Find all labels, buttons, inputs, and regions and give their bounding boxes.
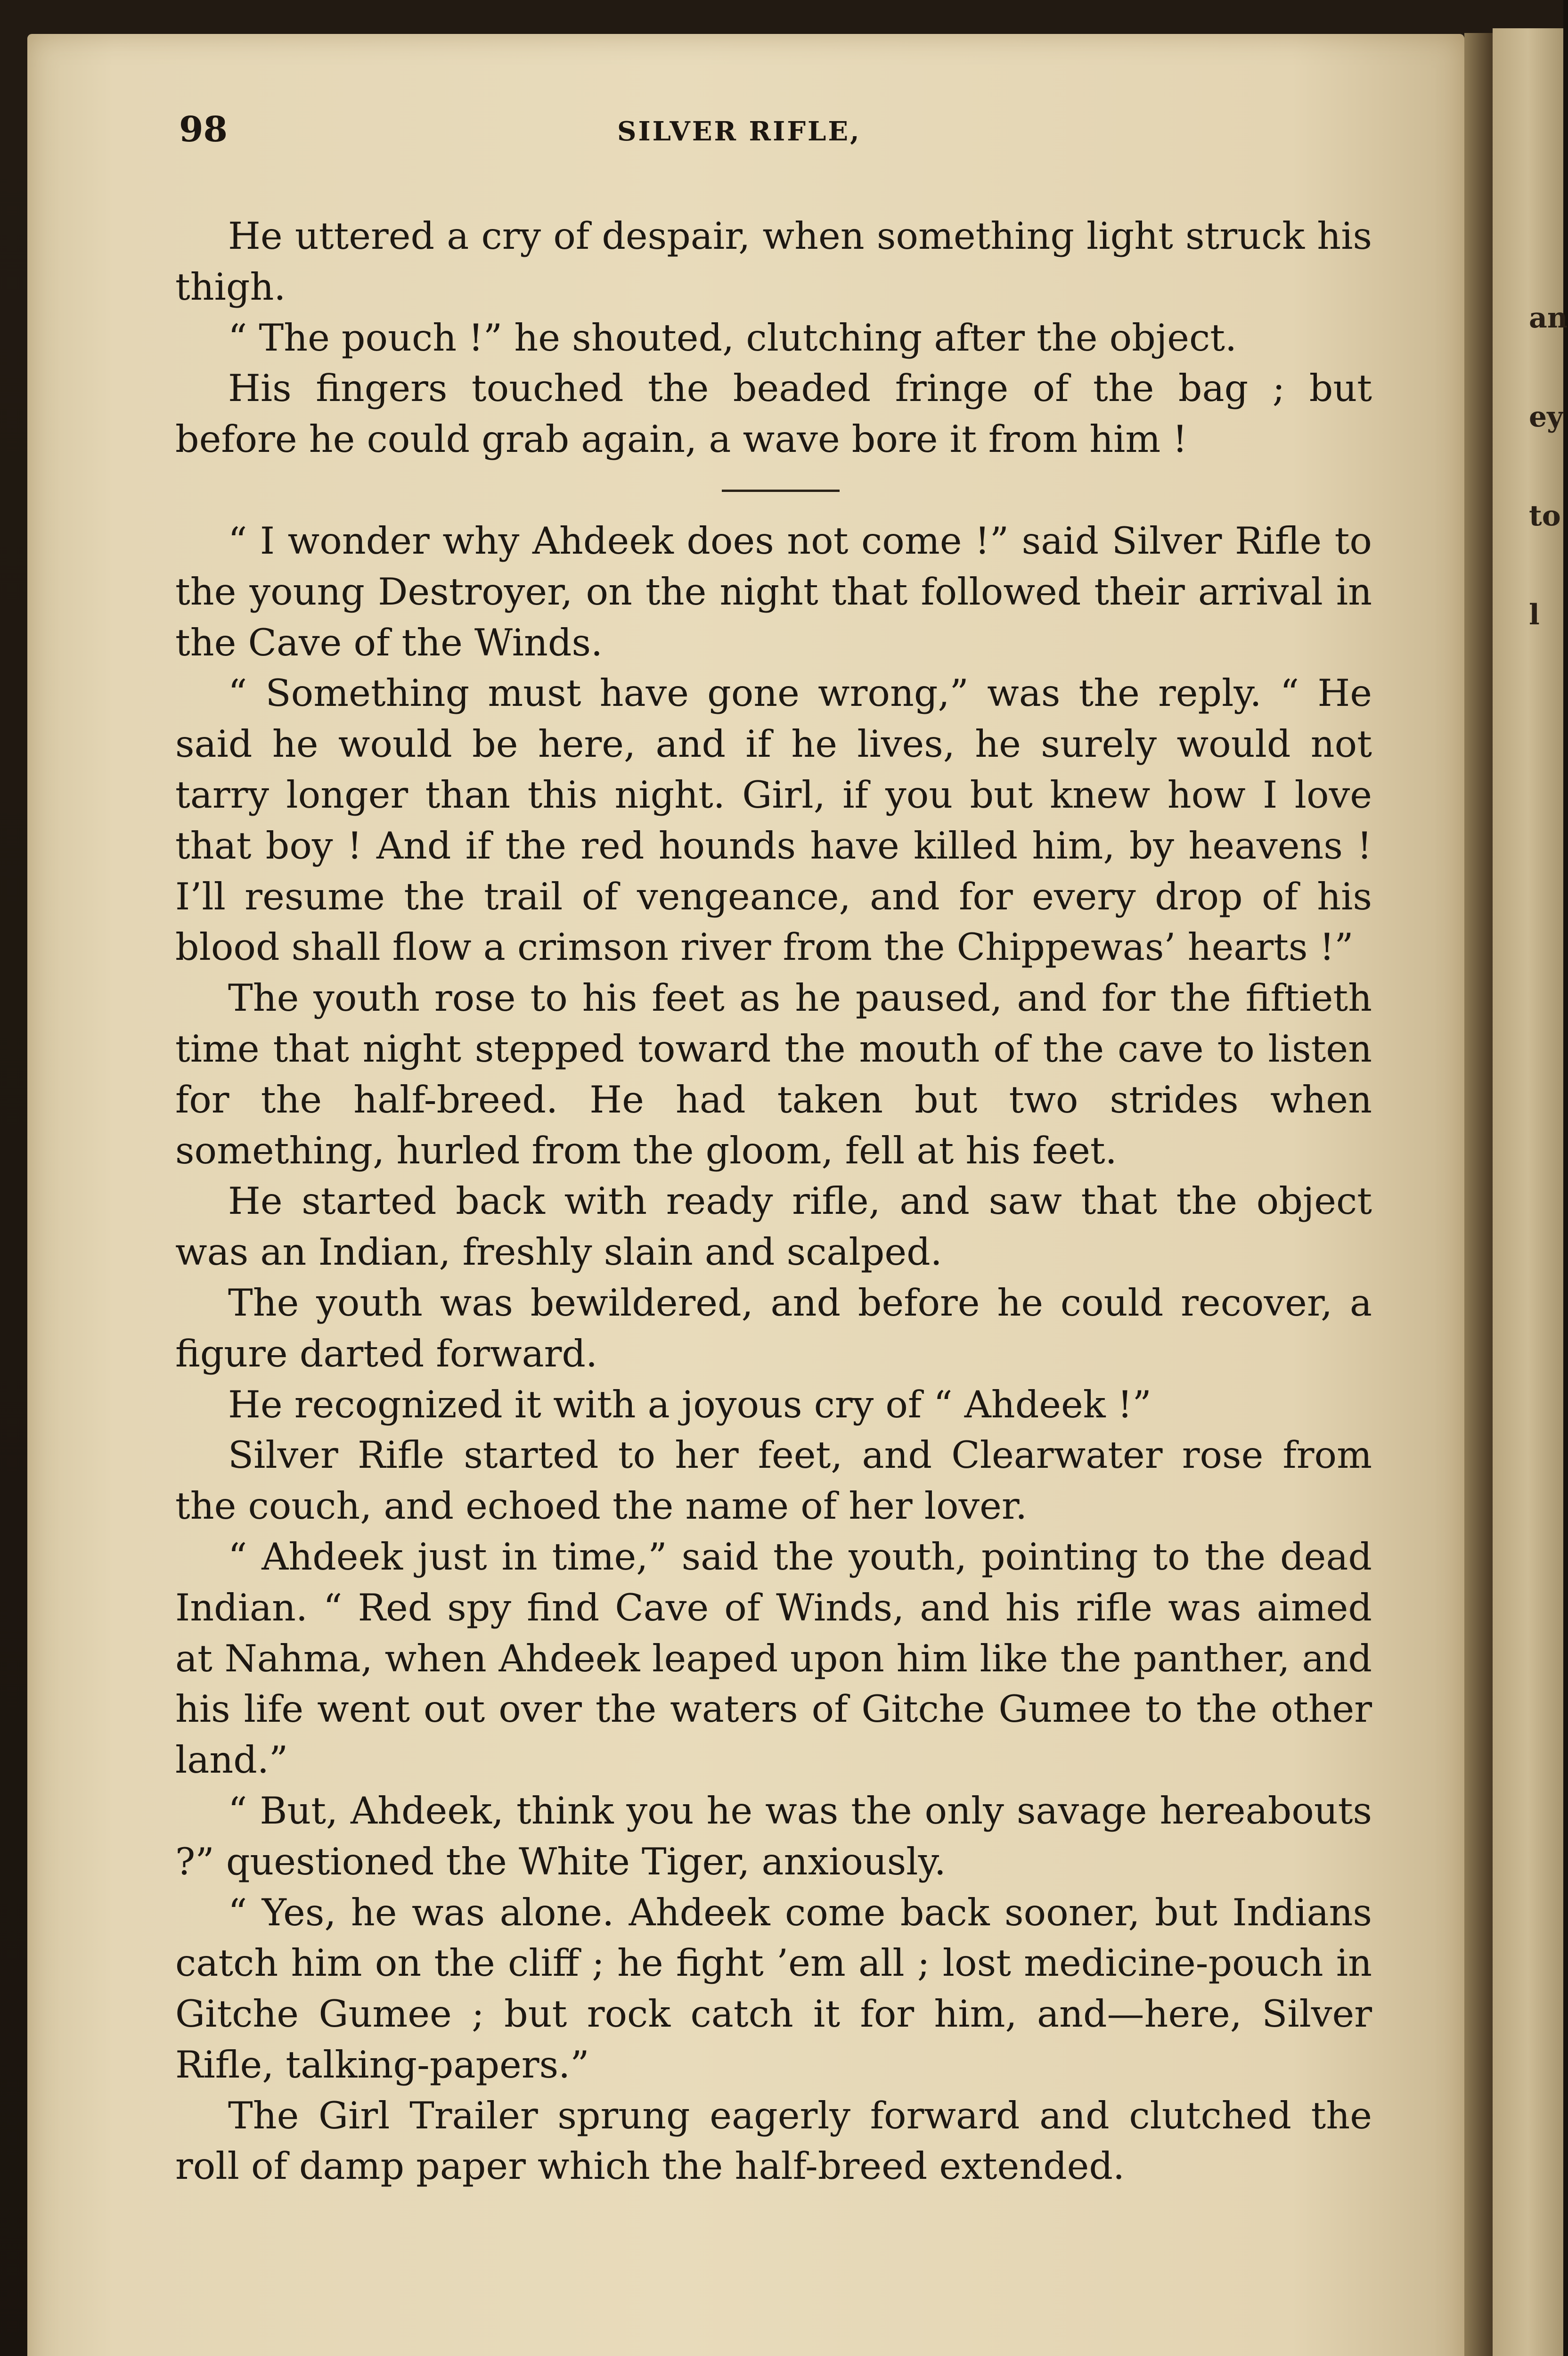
paragraph: The youth was bewildered, and before he could recover, a figure darted forward. [175, 1281, 1372, 1375]
paragraph: Silver Rifle started to her feet, and Clearwater rose from the couch, and echoed the name of her lover. [175, 1433, 1372, 1528]
adjacent-page-fragment: to [1529, 499, 1561, 532]
paragraph: “ The pouch !” he shouted, clutching after the object. [228, 316, 1237, 360]
paragraph: He uttered a cry of despair, when something light struck his thigh. [175, 214, 1372, 309]
running-title: SILVER RIFLE, [617, 116, 861, 147]
adjacent-page-fragment: l [1529, 598, 1540, 631]
paragraph: “ Ahdeek just in time,” said the youth, pointing to the dead Indian. “ Red spy find Cave of Winds, and his rifle was aimed at Nahma, when Ahdeek leaped upon him like the panther, and his life went out over the waters of Gitche Gumee to the other land.” [175, 1535, 1372, 1782]
section-divider [175, 465, 1372, 516]
paragraph: “ Something must have gone wrong,” was the reply. “ He said he would be here, and if he lives, he surely would not tarry longer than this night. Girl, if you but knew how I love that boy ! And if the red hounds have killed him, by heavens ! I’ll resume the trail of vengeance, and for every drop of his blood shall flow a crimson river from the Chippewas’ hearts !” [175, 671, 1372, 969]
paragraph: The youth rose to his feet as he paused, and for the fiftieth time that night stepped toward the mouth of the cave to listen for the half-breed. He had taken but two strides when something, hurled from the gloom, fell at his feet. [175, 976, 1372, 1172]
body-text [175, 211, 1372, 2192]
paragraph: “ Yes, he was alone. Ahdeek come back sooner, but Indians catch him on the cliff ; he fight ’em all ; lost medicine-pouch in Gitche Gumee ; but rock catch it for him, and—here, Silver Rifle, talking-papers.” [175, 1890, 1372, 2086]
paragraph: He started back with ready rifle, and saw that the object was an Indian, freshly slain and scalped. [175, 1179, 1372, 1274]
adjacent-page-edge [1493, 28, 1563, 2356]
adjacent-page-fragment: an [1529, 302, 1568, 335]
page-header [179, 109, 1376, 161]
paragraph: “ But, Ahdeek, think you he was the only savage hereabouts ?” questioned the White Tiger, anxiously. [175, 1789, 1372, 1883]
paragraph: He recognized it with a joyous cry of “ Ahdeek !” [228, 1383, 1152, 1426]
book-gutter [1464, 33, 1493, 2356]
page-number: 98 [179, 109, 228, 150]
paragraph: His fingers touched the beaded fringe of the bag ; but before he could grab again, a wave bore it from him ! [175, 367, 1372, 461]
adjacent-page-fragment: ey [1529, 401, 1564, 434]
paragraph: “ I wonder why Ahdeek does not come !” said Silver Rifle to the young Destroyer, on the night that followed their arrival in the Cave of the Winds. [175, 519, 1372, 664]
paragraph: The Girl Trailer sprung eagerly forward and clutched the roll of damp paper which the half-breed extended. [175, 2094, 1372, 2188]
